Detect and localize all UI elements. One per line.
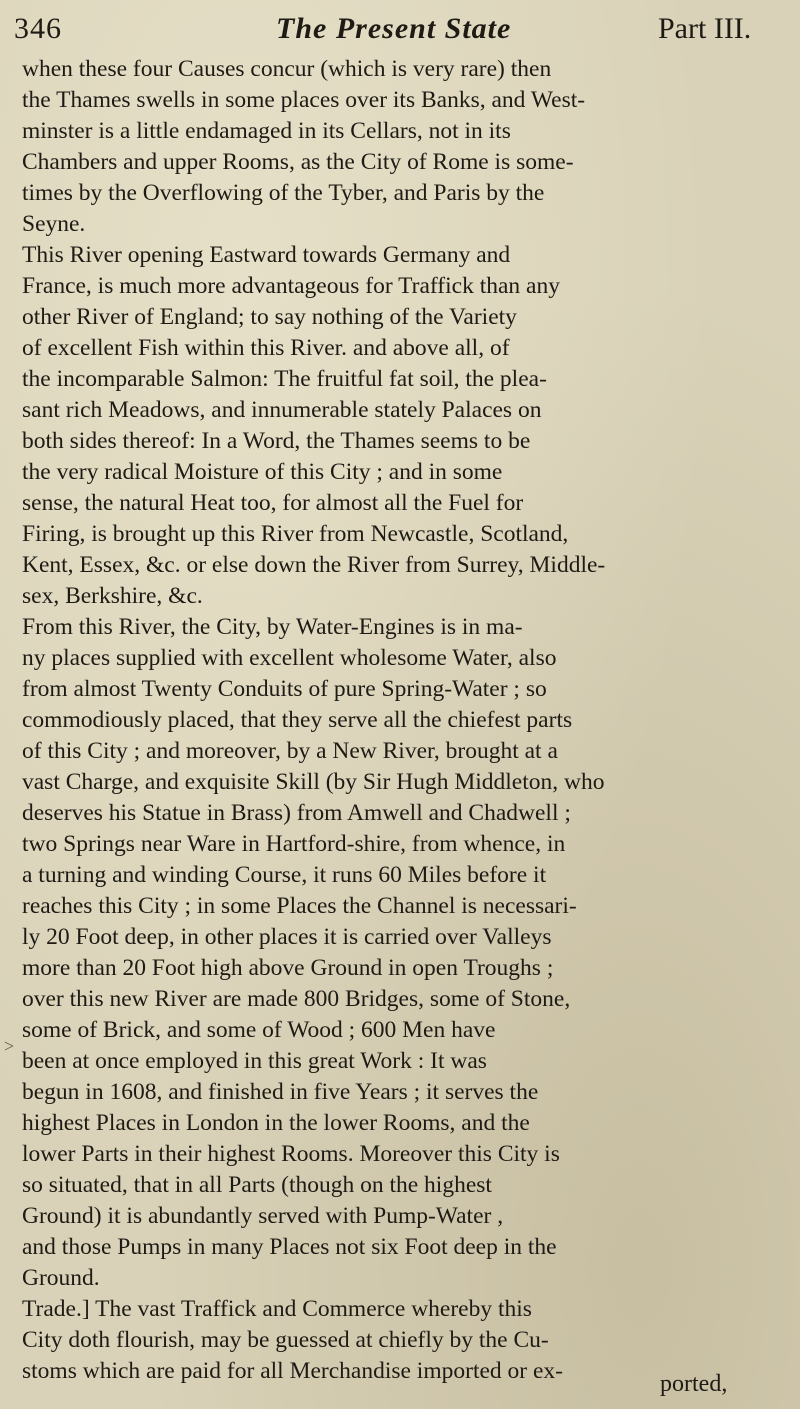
text-line: reaches this City ; in some Places the Channel is necessari- (22, 893, 577, 919)
text-line: over this new River are made 800 Bridges, some of Stone, (22, 986, 571, 1012)
text-line: Ground) it is abundantly served with Pump-Water , (22, 1203, 504, 1229)
text-line: City doth flourish, may be guessed at chiefly by the Cu- (22, 1327, 549, 1353)
text-line: ny places supplied with excellent wholesome Water, also (22, 645, 557, 671)
text-line: a turning and winding Course, it runs 60 Miles before it (22, 862, 547, 888)
part-label: Part III. (658, 12, 752, 45)
text-line: minster is a little endamaged in its Cellars, not in its (22, 118, 511, 144)
text-line: other River of England; to say nothing of the Variety (22, 304, 517, 330)
catchword: ported, (660, 1371, 728, 1397)
text-line: sex, Berkshire, &c. (22, 583, 203, 609)
text-line: when these four Causes concur (which is very rare) then (22, 56, 552, 82)
running-header (0, 0, 800, 60)
text-line: This River opening Eastward towards Germany and (22, 242, 511, 268)
text-line: highest Places in London in the lower Rooms, and the (22, 1110, 530, 1136)
text-line: two Springs near Ware in Hartford-shire, from whence, in (22, 831, 566, 857)
text-line: From this River, the City, by Water-Engines is in ma- (22, 614, 523, 640)
text-line: Kent, Essex, &c. or else down the River from Surrey, Middle- (22, 552, 606, 578)
text-line: more than 20 Foot high above Ground in open Troughs ; (22, 955, 554, 981)
running-title: The Present State (276, 12, 512, 45)
text-line: Seyne. (22, 211, 86, 237)
text-line: Firing, is brought up this River from Newcastle, Scotland, (22, 521, 569, 547)
text-line: stoms which are paid for all Merchandise imported or ex- (22, 1358, 563, 1384)
text-line: lower Parts in their highest Rooms. Moreover this City is (22, 1141, 560, 1167)
text-line: sense, the natural Heat too, for almost all the Fuel for (22, 490, 524, 516)
text-line: of this City ; and moreover, by a New River, brought at a (22, 738, 558, 764)
text-line: Ground. (22, 1265, 100, 1291)
margin-mark: > (4, 1036, 15, 1056)
text-line: times by the Overflowing of the Tyber, and Paris by the (22, 180, 545, 206)
text-line: the Thames swells in some places over its Banks, and West- (22, 87, 586, 113)
text-line: the incomparable Salmon: The fruitful fat soil, the plea- (22, 366, 547, 392)
text-line: of excellent Fish within this River. and above all, of (22, 335, 510, 361)
text-line: some of Brick, and some of Wood ; 600 Men have (22, 1017, 496, 1043)
text-line: vast Charge, and exquisite Skill (by Sir Hugh Middleton, who (22, 769, 605, 795)
text-line: deserves his Statue in Brass) from Amwell and Chadwell ; (22, 800, 571, 826)
text-line: Chambers and upper Rooms, as the City of Rome is some- (22, 149, 574, 175)
page-number: 346 (14, 12, 62, 45)
text-line: France, is much more advantageous for Traffick than any (22, 273, 560, 299)
text-line: from almost Twenty Conduits of pure Spring-Water ; so (22, 676, 547, 702)
text-line: commodiously placed, that they serve all the chiefest parts (22, 707, 573, 733)
text-line: and those Pumps in many Places not six Foot deep in the (22, 1234, 557, 1260)
text-line: so situated, that in all Parts (though on the highest (22, 1172, 492, 1198)
text-line: both sides thereof: In a Word, the Thames seems to be (22, 428, 531, 454)
text-line: begun in 1608, and finished in five Years ; it serves the (22, 1079, 539, 1105)
text-line: the very radical Moisture of this City ; and in some (22, 459, 503, 485)
text-line: ly 20 Foot deep, in other places it is carried over Valleys (22, 924, 552, 950)
text-line: Trade.] The vast Traffick and Commerce whereby this (22, 1296, 532, 1322)
body-text (22, 54, 798, 1387)
text-line: been at once employed in this great Work : It was (22, 1048, 487, 1074)
text-line: sant rich Meadows, and innumerable stately Palaces on (22, 397, 542, 423)
